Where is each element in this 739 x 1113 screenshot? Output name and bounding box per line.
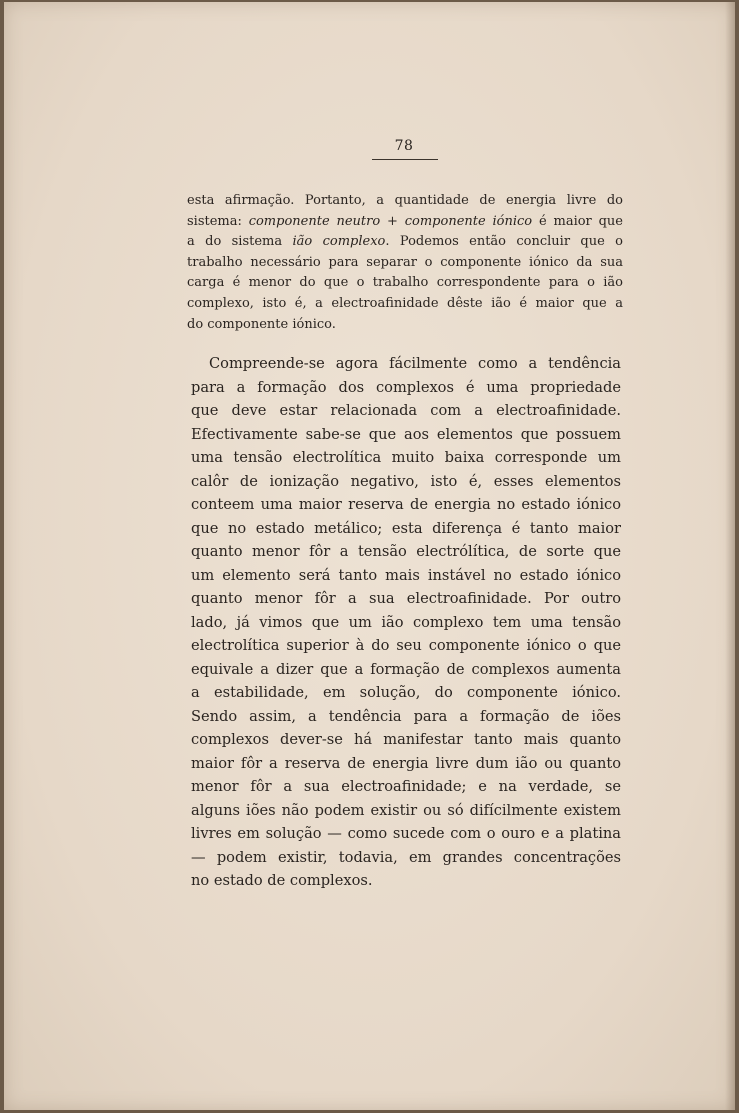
text-line: alguns iões não podem existir ou só difícilmente existem [191,801,621,819]
text-line [187,232,623,253]
page-edge-shadow [725,2,735,1110]
text-line: quanto menor fôr a sua electroafinidade. Por outro [191,590,621,607]
page-number-rule [372,159,438,160]
italic-term: ião complexo [292,234,386,250]
text-line: uma tensão electrolítica muito baixa corresponde um [191,449,621,466]
text-line: a estabilidade, em solução, do componente iónico. [191,684,621,701]
text-span: a do sistema [187,234,293,250]
italic-term: componente iónico [404,213,533,229]
text-line: livres em solução — como sucede com o ouro e a platina [191,825,621,842]
text-line: que no estado metálico; esta diferença é tanto maior [191,519,621,537]
text-line: trabalho necessário para separar o componente iónico da sua [187,254,623,270]
text-line: carga é menor do que o trabalho correspondente para o ião [187,275,623,291]
text-line: complexo, isto é, a electroafinidade dêste ião é maior que a [187,295,623,311]
text-line: equivale a dizer que a formação de complexos aumenta [191,660,621,678]
text-line: um elemento será tanto mais instável no estado iónico [191,566,621,584]
text-line: Efectivamente sabe-se que aos elementos que possuem [191,425,621,443]
text-line: Sendo assim, a tendência para a formação de iões [191,707,621,725]
page-number: 78 [394,138,414,154]
text-line: no estado de complexos. [191,872,373,889]
italic-term: componente neutro [248,213,381,229]
text-span: sistema: [187,213,249,229]
text-span: . Podemos então concluir que o [385,234,623,250]
text-line: maior fôr a reserva de energia livre dum ião ou quanto [191,754,621,772]
text-line: que deve estar relacionada com a electroafinidade. [191,402,621,419]
text-span: é maior que [532,213,623,229]
text-line: electrolítica superior à do seu componente iónico o que [191,637,621,654]
text-line: conteem uma maior reserva de energia no estado iónico [191,496,621,513]
text-line: lado, já vimos que um ião complexo tem uma tensão [191,613,621,631]
text-line: calôr de ionização negativo, isto é, esses elementos [191,472,621,490]
text-line: — podem existir, todavia, em grandes concentrações [191,848,621,866]
plus-sign: + [380,213,405,229]
text-line: complexos dever-se há manifestar tanto mais quanto [191,731,621,748]
book-page [4,2,735,1110]
text-line: menor fôr a sua electroafinidade; e na verdade, se [191,778,621,795]
paragraph-2 [191,352,621,893]
paragraph-1 [187,191,623,335]
text-line: Compreende-se agora fácilmente como a tendência [209,355,621,372]
text-line: do componente iónico. [187,316,336,332]
text-line [187,212,623,233]
text-line: esta afirmação. Portanto, a quantidade de energia livre do [187,193,623,208]
text-line: para a formação dos complexos é uma propriedade [191,378,621,396]
text-line: quanto menor fôr a tensão electrólítica, de sorte que [191,543,621,560]
